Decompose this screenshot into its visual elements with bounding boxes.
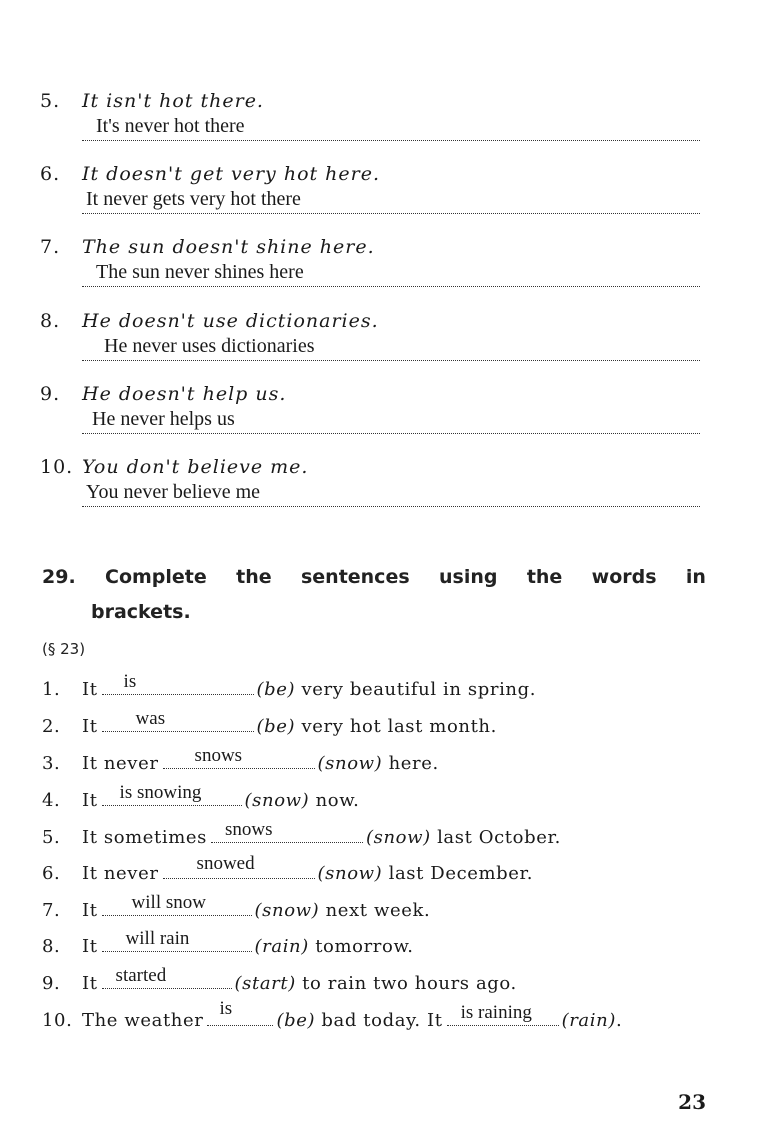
item-prompt: It isn't hot there. <box>82 90 264 112</box>
handwritten-answer: snows <box>225 819 273 840</box>
item-number: 8. <box>40 310 61 332</box>
answer-blank <box>163 745 315 769</box>
answer-line <box>82 334 700 361</box>
text-before: It <box>82 790 98 811</box>
rewrite-item <box>40 90 700 150</box>
verb-hint: (snow) <box>317 753 383 774</box>
rewrite-item <box>40 383 700 443</box>
handwritten-answer: is raining <box>460 1002 532 1023</box>
handwritten-answer: was <box>135 708 166 729</box>
item-prompt: It doesn't get very hot here. <box>82 163 381 185</box>
verb-hint: (be) <box>256 716 296 737</box>
exercise-heading <box>42 566 706 623</box>
item-number: 2. <box>42 716 61 737</box>
verb-hint: (snow) <box>366 827 431 848</box>
verb-hint: (snow) <box>317 863 383 884</box>
handwritten-answer: will rain <box>125 928 190 949</box>
text-before: The weather <box>82 1010 204 1031</box>
item-number: 5. <box>40 90 61 112</box>
grammar-reference: (§ 23) <box>42 640 86 658</box>
heading-word: using <box>439 566 498 588</box>
fill-item <box>42 671 742 706</box>
heading-word: Complete <box>105 566 207 588</box>
fill-item <box>42 998 742 1037</box>
text-before: It <box>82 973 98 994</box>
text-before: It <box>82 900 98 921</box>
text-after: next week. <box>325 900 431 921</box>
rewrite-item <box>40 163 700 223</box>
heading-word: sentences <box>300 566 410 588</box>
handwritten-answer: is snowing <box>119 782 202 803</box>
item-number: 8. <box>42 936 61 957</box>
item-number: 6. <box>42 863 61 884</box>
answer-blank <box>102 965 232 989</box>
text-after: very hot last month. <box>301 716 497 737</box>
answer-blank <box>163 853 315 879</box>
verb-hint: (be) <box>276 1010 316 1031</box>
text-before: It <box>82 936 98 957</box>
answer-line <box>82 114 700 141</box>
handwritten-answer: It's never hot there <box>96 115 245 137</box>
verb-hint: (rain) <box>254 936 309 957</box>
answer-line <box>82 480 700 507</box>
text-after: last December. <box>388 863 534 884</box>
item-number: 4. <box>42 790 61 811</box>
fill-item <box>42 745 742 780</box>
handwritten-answer: is <box>123 671 137 692</box>
handwritten-answer: The sun never shines here <box>96 261 304 283</box>
rewrite-item <box>40 456 700 516</box>
text-before: It <box>82 716 98 737</box>
fill-item <box>42 928 742 963</box>
text-before: It <box>82 679 98 700</box>
fill-item <box>42 965 742 1000</box>
answer-line <box>82 187 700 214</box>
fill-item <box>42 853 742 890</box>
item-prompt: He doesn't help us. <box>82 383 287 405</box>
verb-hint: (be) <box>256 679 296 700</box>
item-number: 3. <box>42 753 61 774</box>
answer-blank <box>211 819 363 843</box>
rewrite-item <box>40 310 700 370</box>
item-prompt: The sun doesn't shine here. <box>82 236 375 258</box>
handwritten-answer: He never helps us <box>92 408 235 430</box>
text-before: It sometimes <box>82 827 208 848</box>
text-after: last October. <box>437 827 561 848</box>
text-after: tomorrow. <box>315 936 414 957</box>
item-prompt: You don't believe me. <box>82 456 309 478</box>
text-after: here. <box>388 753 439 774</box>
handwritten-answer: started <box>115 965 167 986</box>
item-number: 7. <box>40 236 61 258</box>
item-number: 1. <box>42 679 61 700</box>
text-after: now. <box>315 790 360 811</box>
handwritten-answer: is <box>219 998 233 1019</box>
handwritten-answer: You never believe me <box>86 481 261 503</box>
exercise-number: 29. <box>42 566 76 588</box>
answer-blank <box>102 708 254 732</box>
answer-line <box>82 407 700 434</box>
answer-blank <box>102 928 252 952</box>
fill-item <box>42 819 742 854</box>
answer-blank <box>102 782 242 806</box>
item-number: 10. <box>40 456 74 478</box>
item-prompt: He doesn't use dictionaries. <box>82 310 379 332</box>
fill-item <box>42 708 742 743</box>
answer-blank <box>207 998 273 1026</box>
answer-line <box>82 260 700 287</box>
item-number: 6. <box>40 163 61 185</box>
heading-word: words <box>591 566 657 588</box>
fill-item <box>42 892 742 927</box>
handwritten-answer: He never uses dictionaries <box>104 335 315 357</box>
fill-item <box>42 782 742 817</box>
item-number: 7. <box>42 900 61 921</box>
page-number: 23 <box>678 1090 706 1114</box>
text-before: It never <box>82 863 159 884</box>
verb-hint: (snow) <box>244 790 310 811</box>
item-number: 9. <box>42 973 61 994</box>
rewrite-item <box>40 236 700 296</box>
text-after: very beautiful in spring. <box>301 679 537 700</box>
answer-blank <box>447 1002 559 1026</box>
heading-word: the <box>236 566 272 588</box>
verb-hint: (snow) <box>254 900 320 921</box>
item-number: 9. <box>40 383 61 405</box>
heading-line-2: brackets. <box>91 601 191 623</box>
text-before: It never <box>82 753 159 774</box>
handwritten-answer: will snow <box>131 892 206 913</box>
heading-word: in <box>685 566 706 588</box>
item-number: 10. <box>42 1010 73 1031</box>
answer-blank <box>102 671 254 695</box>
answer-blank <box>102 892 252 916</box>
text-after: . <box>615 1010 623 1031</box>
heading-word: the <box>526 566 563 588</box>
item-number: 5. <box>42 827 61 848</box>
handwritten-answer: snows <box>194 745 243 766</box>
handwritten-answer: It never gets very hot there <box>86 188 301 210</box>
text-after: to rain two hours ago. <box>302 973 517 994</box>
text-after: bad today. It <box>321 1010 443 1031</box>
verb-hint: (start) <box>234 973 296 994</box>
handwritten-answer: snowed <box>196 853 255 874</box>
verb-hint: (rain) <box>561 1010 616 1031</box>
